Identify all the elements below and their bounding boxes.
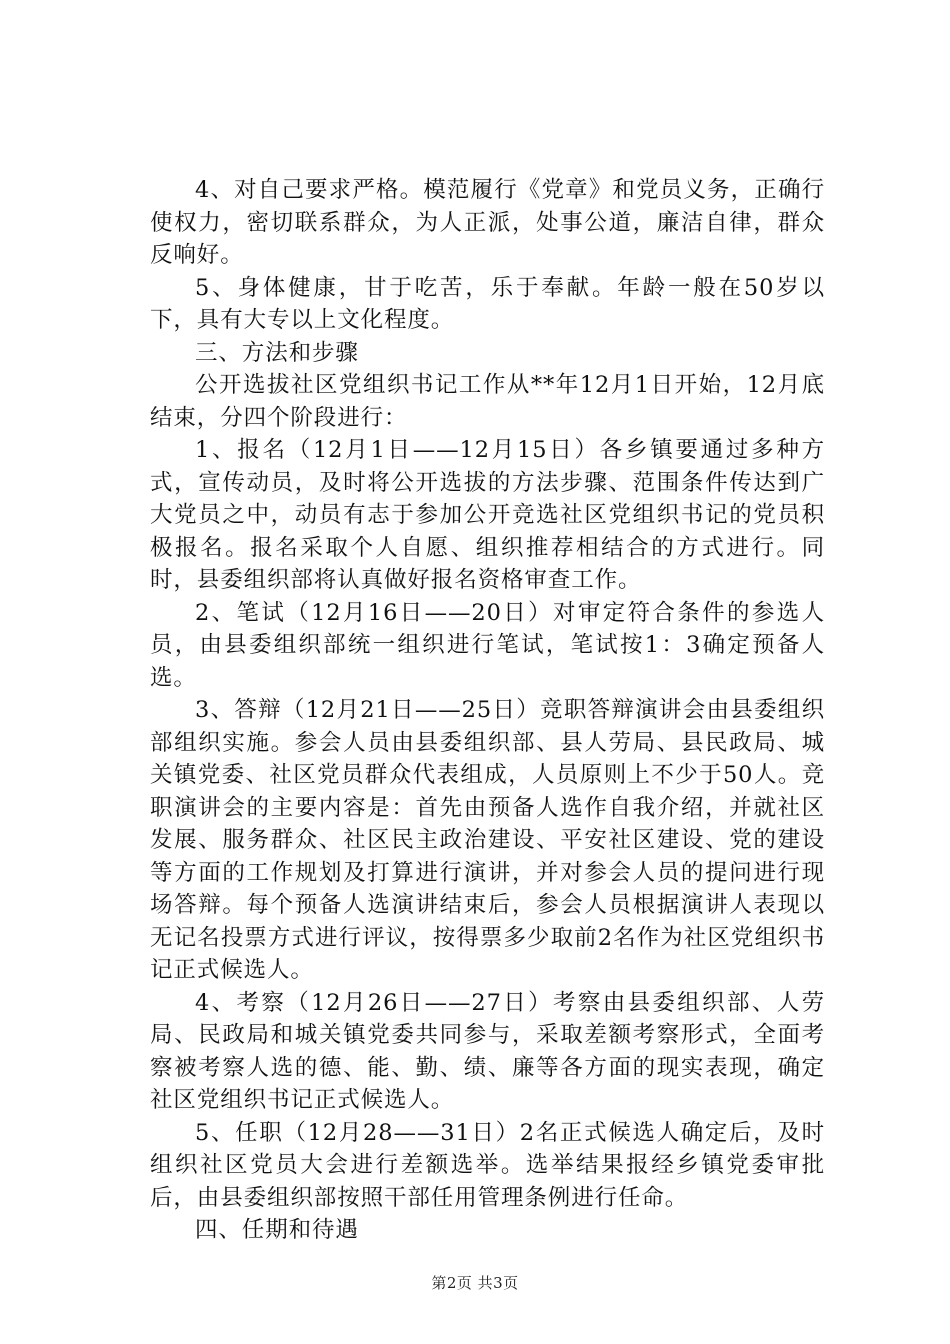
paragraph-requirement-4: 4、对自己要求严格。模范履行《党章》和党员义务，正确行使权力，密切联系群众，为人正派，处事公道，廉洁自律，群众反响好。 [150,177,825,268]
paragraph-step-inspection: 4、考察（12月26日——27日）考察由县委组织部、人劳局、民政局和城关镇党委共同参与，采取差额考察形式，全面考察被考察人选的德、能、勤、绩、廉等各方面的现实表现，确定社区党组织书记正式候选人。 [150,989,825,1113]
paragraph-step-registration: 1、报名（12月1日——12月15日）各乡镇要通过多种方式，宣传动员，及时将公开选拔的方法步骤、范围条件传达到广大党员之中，动员有志于参加公开竞选社区党组织书记的党员积极报名。报名采取个人自愿、组织推荐相结合的方式进行。同时，县委组织部将认真做好报名资格审查工作。 [150,437,825,593]
paragraph-step-defense: 3、答辩（12月21日——25日）竞职答辩演讲会由县委组织部组织实施。参会人员由县委组织部、县人劳局、县民政局、城关镇党委、社区党员群众代表组成，人员原则上不少于50人。竞职演讲会的主要内容是：首先由预备人选作自我介绍，并就社区发展、服务群众、社区民主政治建设、平安社区建设、党的建设等方面的工作规划及打算进行演讲，并对参会人员的提问进行现场答辩。每个预备人选演讲结束后，参会人员根据演讲人表现以无记名投票方式进行评议，按得票多少取前2名作为社区党组织书记正式候选人。 [150,697,825,983]
paragraph-step-appointment: 5、任职（12月28——31日）2名正式候选人确定后，及时组织社区党员大会进行差额选举。选举结果报经乡镇党委审批后，由县委组织部按照干部任用管理条例进行任命。 [150,1119,825,1211]
document-body [150,174,825,1247]
paragraph-schedule-intro: 公开选拔社区党组织书记工作从**年12月1日开始，12月底结束，分四个阶段进行： [150,372,825,431]
section-heading-term: 四、任期和待遇 [195,1217,359,1243]
paragraph-requirement-5: 5、身体健康，甘于吃苦，乐于奉献。年龄一般在50岁以下，具有大专以上文化程度。 [150,274,825,333]
paragraph-step-written-exam: 2、笔试（12月16日——20日）对审定符合条件的参选人员，由县委组织部统一组织进行笔试，笔试按1：3确定预备人选。 [150,599,825,691]
page-footer [0,1272,950,1293]
section-heading-methods: 三、方法和步骤 [195,339,359,366]
page-number: 第2页 共3页 [431,1274,519,1292]
